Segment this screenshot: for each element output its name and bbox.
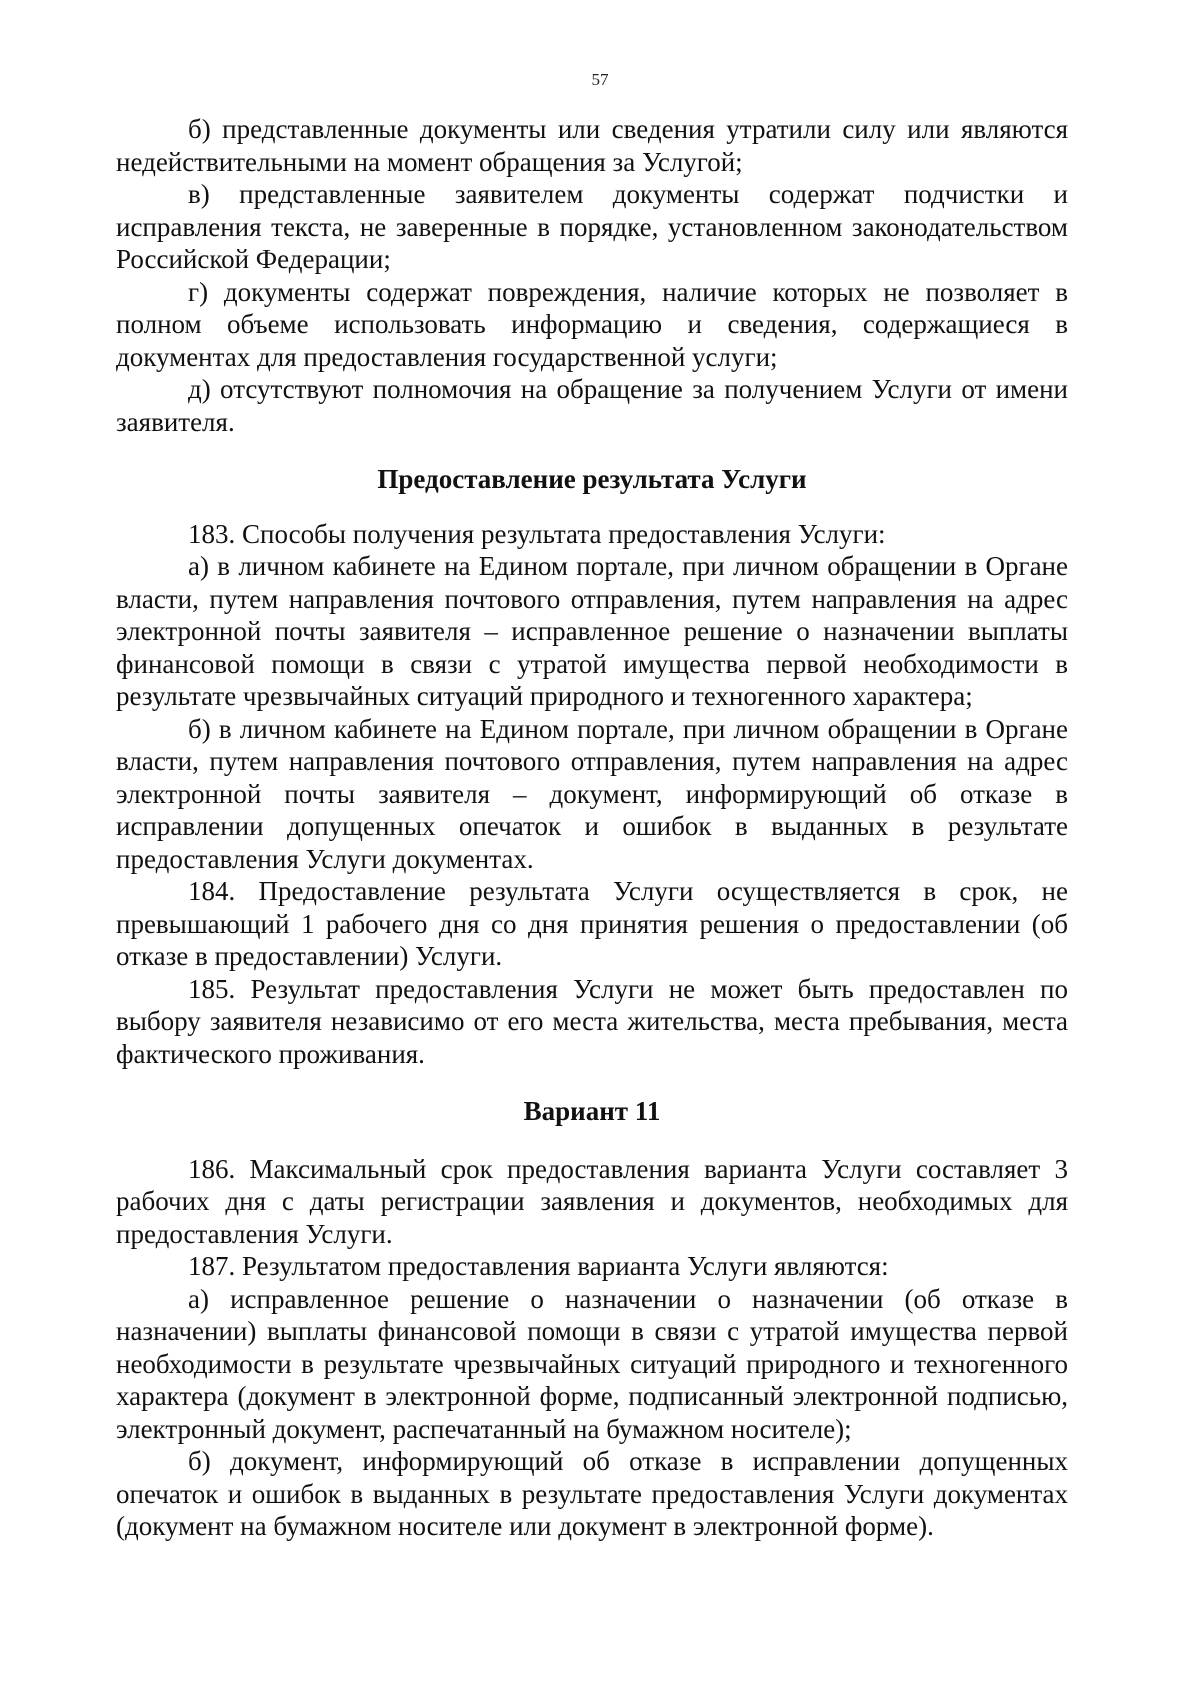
paragraph: б) в личном кабинете на Едином портале, при личном обращении в Органе власти, путем направления почтового отправления, путем направления на адрес электронной почты заявителя – документ, информирующий об отказе в исправлении допущенных опечаток и ошибок в выданных в результате предоставления Услуги документах.: [116, 713, 1068, 874]
paragraph: 183. Способы получения результата предоставления Услуги:: [188, 518, 886, 549]
paragraph: 185. Результат предоставления Услуги не может быть предоставлен по выбору заявителя независимо от его места жительства, места пребывания, места фактического проживания.: [116, 973, 1068, 1069]
paragraph: 187. Результатом предоставления варианта Услуги являются:: [188, 1251, 889, 1281]
page-number: 57: [591, 70, 609, 89]
paragraph: а) в личном кабинете на Едином портале, при личном обращении в Органе власти, путем направления почтового отправления, путем направления на адрес электронной почты заявителя – исправленное решение о назначении выплаты финансовой помощи в связи с утратой имущества первой необходимости в результате чрезвычайных ситуаций природного и техногенного характера;: [116, 551, 1068, 711]
paragraph: д) отсутствуют полномочия на обращение за получением Услуги от имени заявителя.: [116, 374, 1068, 437]
paragraph: а) исправленное решение о назначении о назначении (об отказе в назначении) выплаты финансовой помощи в связи с утратой имущества первой необходимости в результате чрезвычайных ситуаций природного и техногенного характера (документ в электронной форме, подписанный электронной подписью, электронный документ, распечатанный на бумажном носителе);: [116, 1283, 1068, 1444]
paragraph: б) документ, информирующий об отказе в исправлении допущенных опечаток и ошибок в выданных в результате предоставления Услуги документах (документ на бумажном носителе или документ в электронной форме).: [116, 1446, 1068, 1541]
paragraph: 186. Максимальный срок предоставления варианта Услуги составляет 3 рабочих дня с даты регистрации заявления и документов, необходимых для предоставления Услуги.: [116, 1153, 1068, 1249]
section-heading: Вариант 11: [523, 1096, 661, 1126]
paragraph: 184. Предоставление результата Услуги осуществляется в срок, не превышающий 1 рабочего дня со дня принятия решения о предоставлении (об отказе в предоставлении) Услуги.: [116, 876, 1068, 971]
paragraph: г) документы содержат повреждения, наличие которых не позволяет в полном объеме использовать информацию и сведения, содержащиеся в документах для предоставления государственной услуги;: [116, 276, 1068, 372]
document-body: [116, 113, 1068, 1543]
section-heading: Предоставление результата Услуги: [377, 464, 807, 494]
paragraph: в) представленные заявителем документы содержат подчистки и исправления текста, не заверенные в порядке, установленном законодательством Российской Федерации;: [116, 179, 1068, 274]
paragraph: б) представленные документы или сведения утратили силу или являются недействительными на момент обращения за Услугой;: [116, 114, 1068, 177]
